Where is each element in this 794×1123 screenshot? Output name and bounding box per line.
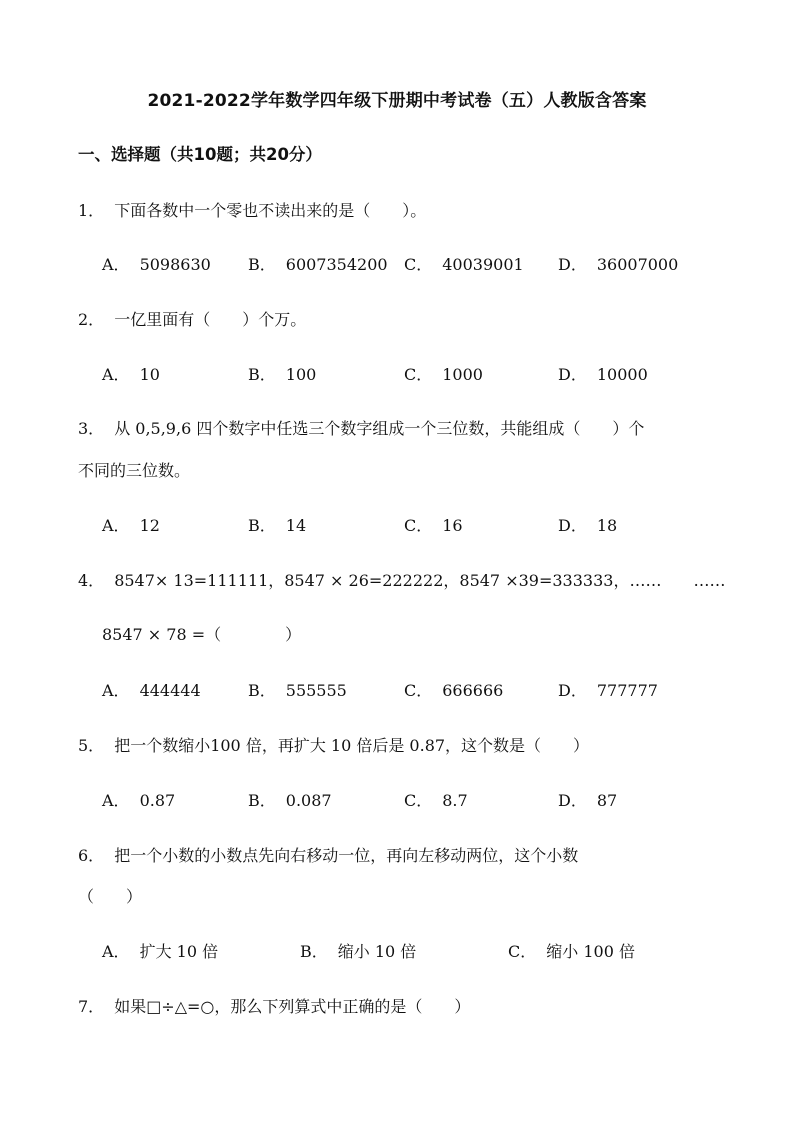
option-b[interactable]: B． 0.087 bbox=[248, 791, 332, 810]
option-c[interactable]: C． 1000 bbox=[404, 365, 483, 384]
question-number: 2． bbox=[78, 310, 105, 329]
option-a[interactable]: A． 10 bbox=[102, 365, 160, 384]
option-b[interactable]: B． 缩小 10 倍 bbox=[300, 942, 417, 961]
option-b[interactable]: B． 100 bbox=[248, 365, 317, 384]
option-c[interactable]: C． 缩小 100 倍 bbox=[508, 942, 635, 961]
option-a[interactable]: A． 12 bbox=[102, 516, 160, 535]
question-5 bbox=[78, 733, 589, 756]
question-3-options bbox=[102, 513, 722, 535]
page-title: 2021-2022学年数学四年级下册期中考试卷（五）人教版含答案 bbox=[147, 91, 647, 111]
section-heading: 一、选择题（共10题；共20分） bbox=[78, 145, 322, 164]
option-d[interactable]: D． 18 bbox=[558, 516, 618, 535]
option-d[interactable]: D． 36007000 bbox=[558, 255, 679, 274]
question-4-continuation: 8547 × 78 =（ ） bbox=[102, 625, 302, 644]
question-4-options bbox=[102, 678, 722, 700]
question-text: 把一个小数的小数点先向右移动一位，再向左移动两位，这个小数 bbox=[114, 846, 579, 865]
question-6-continuation: （ ） bbox=[78, 887, 143, 906]
question-4 bbox=[78, 568, 725, 591]
option-d[interactable]: D． 777777 bbox=[558, 681, 658, 700]
question-text: 从 0,5,9,6 四个数字中任选三个数字组成一个三位数，共能组成（ ）个 bbox=[114, 419, 645, 438]
option-a[interactable]: A． 扩大 10 倍 bbox=[102, 942, 219, 961]
option-d[interactable]: D． 10000 bbox=[558, 365, 648, 384]
question-7 bbox=[78, 994, 470, 1017]
question-text: 8547× 13=111111，8547 × 26=222222，8547 ×39=333333，…… …… bbox=[114, 571, 726, 590]
option-a[interactable]: A． 444444 bbox=[102, 681, 201, 700]
option-a[interactable]: A． 5098630 bbox=[102, 255, 211, 274]
question-number: 6． bbox=[78, 846, 105, 865]
question-text: 下面各数中一个零也不读出来的是（ ）。 bbox=[114, 201, 427, 220]
question-number: 1． bbox=[78, 201, 105, 220]
question-text: 如果□÷△=○，那么下列算式中正确的是（ ） bbox=[114, 997, 471, 1016]
question-6 bbox=[78, 843, 578, 866]
option-b[interactable]: B． 14 bbox=[248, 516, 307, 535]
question-text: 一亿里面有（ ）个万。 bbox=[114, 310, 307, 329]
question-1-options bbox=[102, 252, 722, 274]
option-c[interactable]: C． 16 bbox=[404, 516, 463, 535]
option-a[interactable]: A． 0.87 bbox=[102, 791, 176, 810]
question-number: 7． bbox=[78, 997, 105, 1016]
question-3 bbox=[78, 416, 644, 439]
question-5-options bbox=[102, 788, 722, 810]
option-b[interactable]: B． 555555 bbox=[248, 681, 347, 700]
question-number: 3． bbox=[78, 419, 105, 438]
question-3-continuation: 不同的三位数。 bbox=[78, 461, 191, 480]
question-number: 5． bbox=[78, 736, 105, 755]
option-b[interactable]: B． 6007354200 bbox=[248, 255, 388, 274]
question-text: 把一个数缩小100 倍，再扩大 10 倍后是 0.87，这个数是（ ） bbox=[114, 736, 590, 755]
question-2 bbox=[78, 307, 306, 330]
question-2-options bbox=[102, 362, 722, 384]
option-c[interactable]: C． 666666 bbox=[404, 681, 504, 700]
option-c[interactable]: C． 8.7 bbox=[404, 791, 468, 810]
option-c[interactable]: C． 40039001 bbox=[404, 255, 524, 274]
question-number: 4． bbox=[78, 571, 105, 590]
question-1 bbox=[78, 198, 426, 221]
option-d[interactable]: D． 87 bbox=[558, 791, 618, 810]
question-6-options bbox=[102, 939, 722, 961]
